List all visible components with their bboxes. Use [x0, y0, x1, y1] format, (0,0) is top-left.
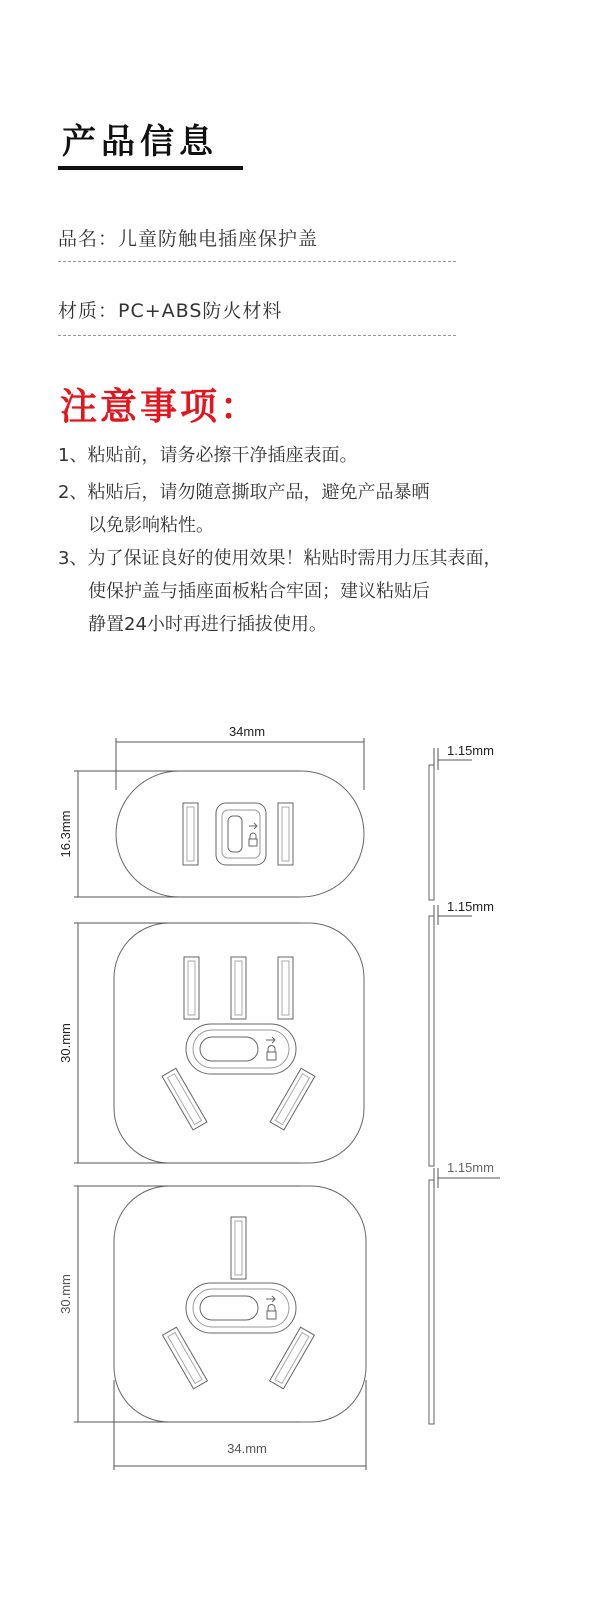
side-view-cover1 [429, 748, 472, 900]
product-info-title: 产品信息 [62, 122, 218, 162]
notice-line-2-cont: 以免影响粘性。 [88, 515, 214, 536]
thickness-label-2: 1.15mm [447, 899, 494, 914]
dimension-label-cover1-height: 16.3mm [58, 810, 73, 858]
dimension-lines-cover3 [74, 1186, 366, 1470]
product-material-row: 材质：PC+ABS防火材料 [58, 300, 283, 322]
notice-title: 注意事项： [60, 385, 260, 428]
dimension-label-cover2-height: 30.mm [58, 1023, 73, 1063]
cover-two-pin-outline [116, 771, 364, 897]
cover-five-pin-outline [114, 923, 364, 1163]
product-name-row: 品名：儿童防触电插座保护盖 [58, 228, 319, 250]
notice-line-1: 1、粘贴前，请务必擦干净插座表面。 [58, 445, 358, 466]
notice-line-3: 3、为了保证良好的使用效果！粘贴时需用力压其表面， [58, 548, 502, 569]
dimension-label-bottom-width: 34.mm [227, 1441, 267, 1456]
side-view-cover2 [429, 905, 472, 1166]
dimension-lines-cover1 [74, 738, 364, 897]
thickness-label-3: 1.15mm [447, 1160, 494, 1175]
notice-line-2: 2、粘贴后，请勿随意撕取产品，避免产品暴晒 [58, 482, 430, 503]
dimension-label-top-width: 34mm [228, 724, 266, 739]
notice-line-3-cont-a: 使保护盖与插座面板粘合牢固；建议粘贴后 [88, 581, 430, 602]
dimension-label-cover3-height: 30.mm [58, 1274, 73, 1314]
thickness-label-1: 1.15mm [447, 743, 494, 758]
cover-three-pin-outline [114, 1186, 366, 1422]
notice-line-3-cont-b: 静置24小时再进行插拔使用。 [88, 614, 327, 635]
side-view-cover3 [429, 1168, 500, 1424]
